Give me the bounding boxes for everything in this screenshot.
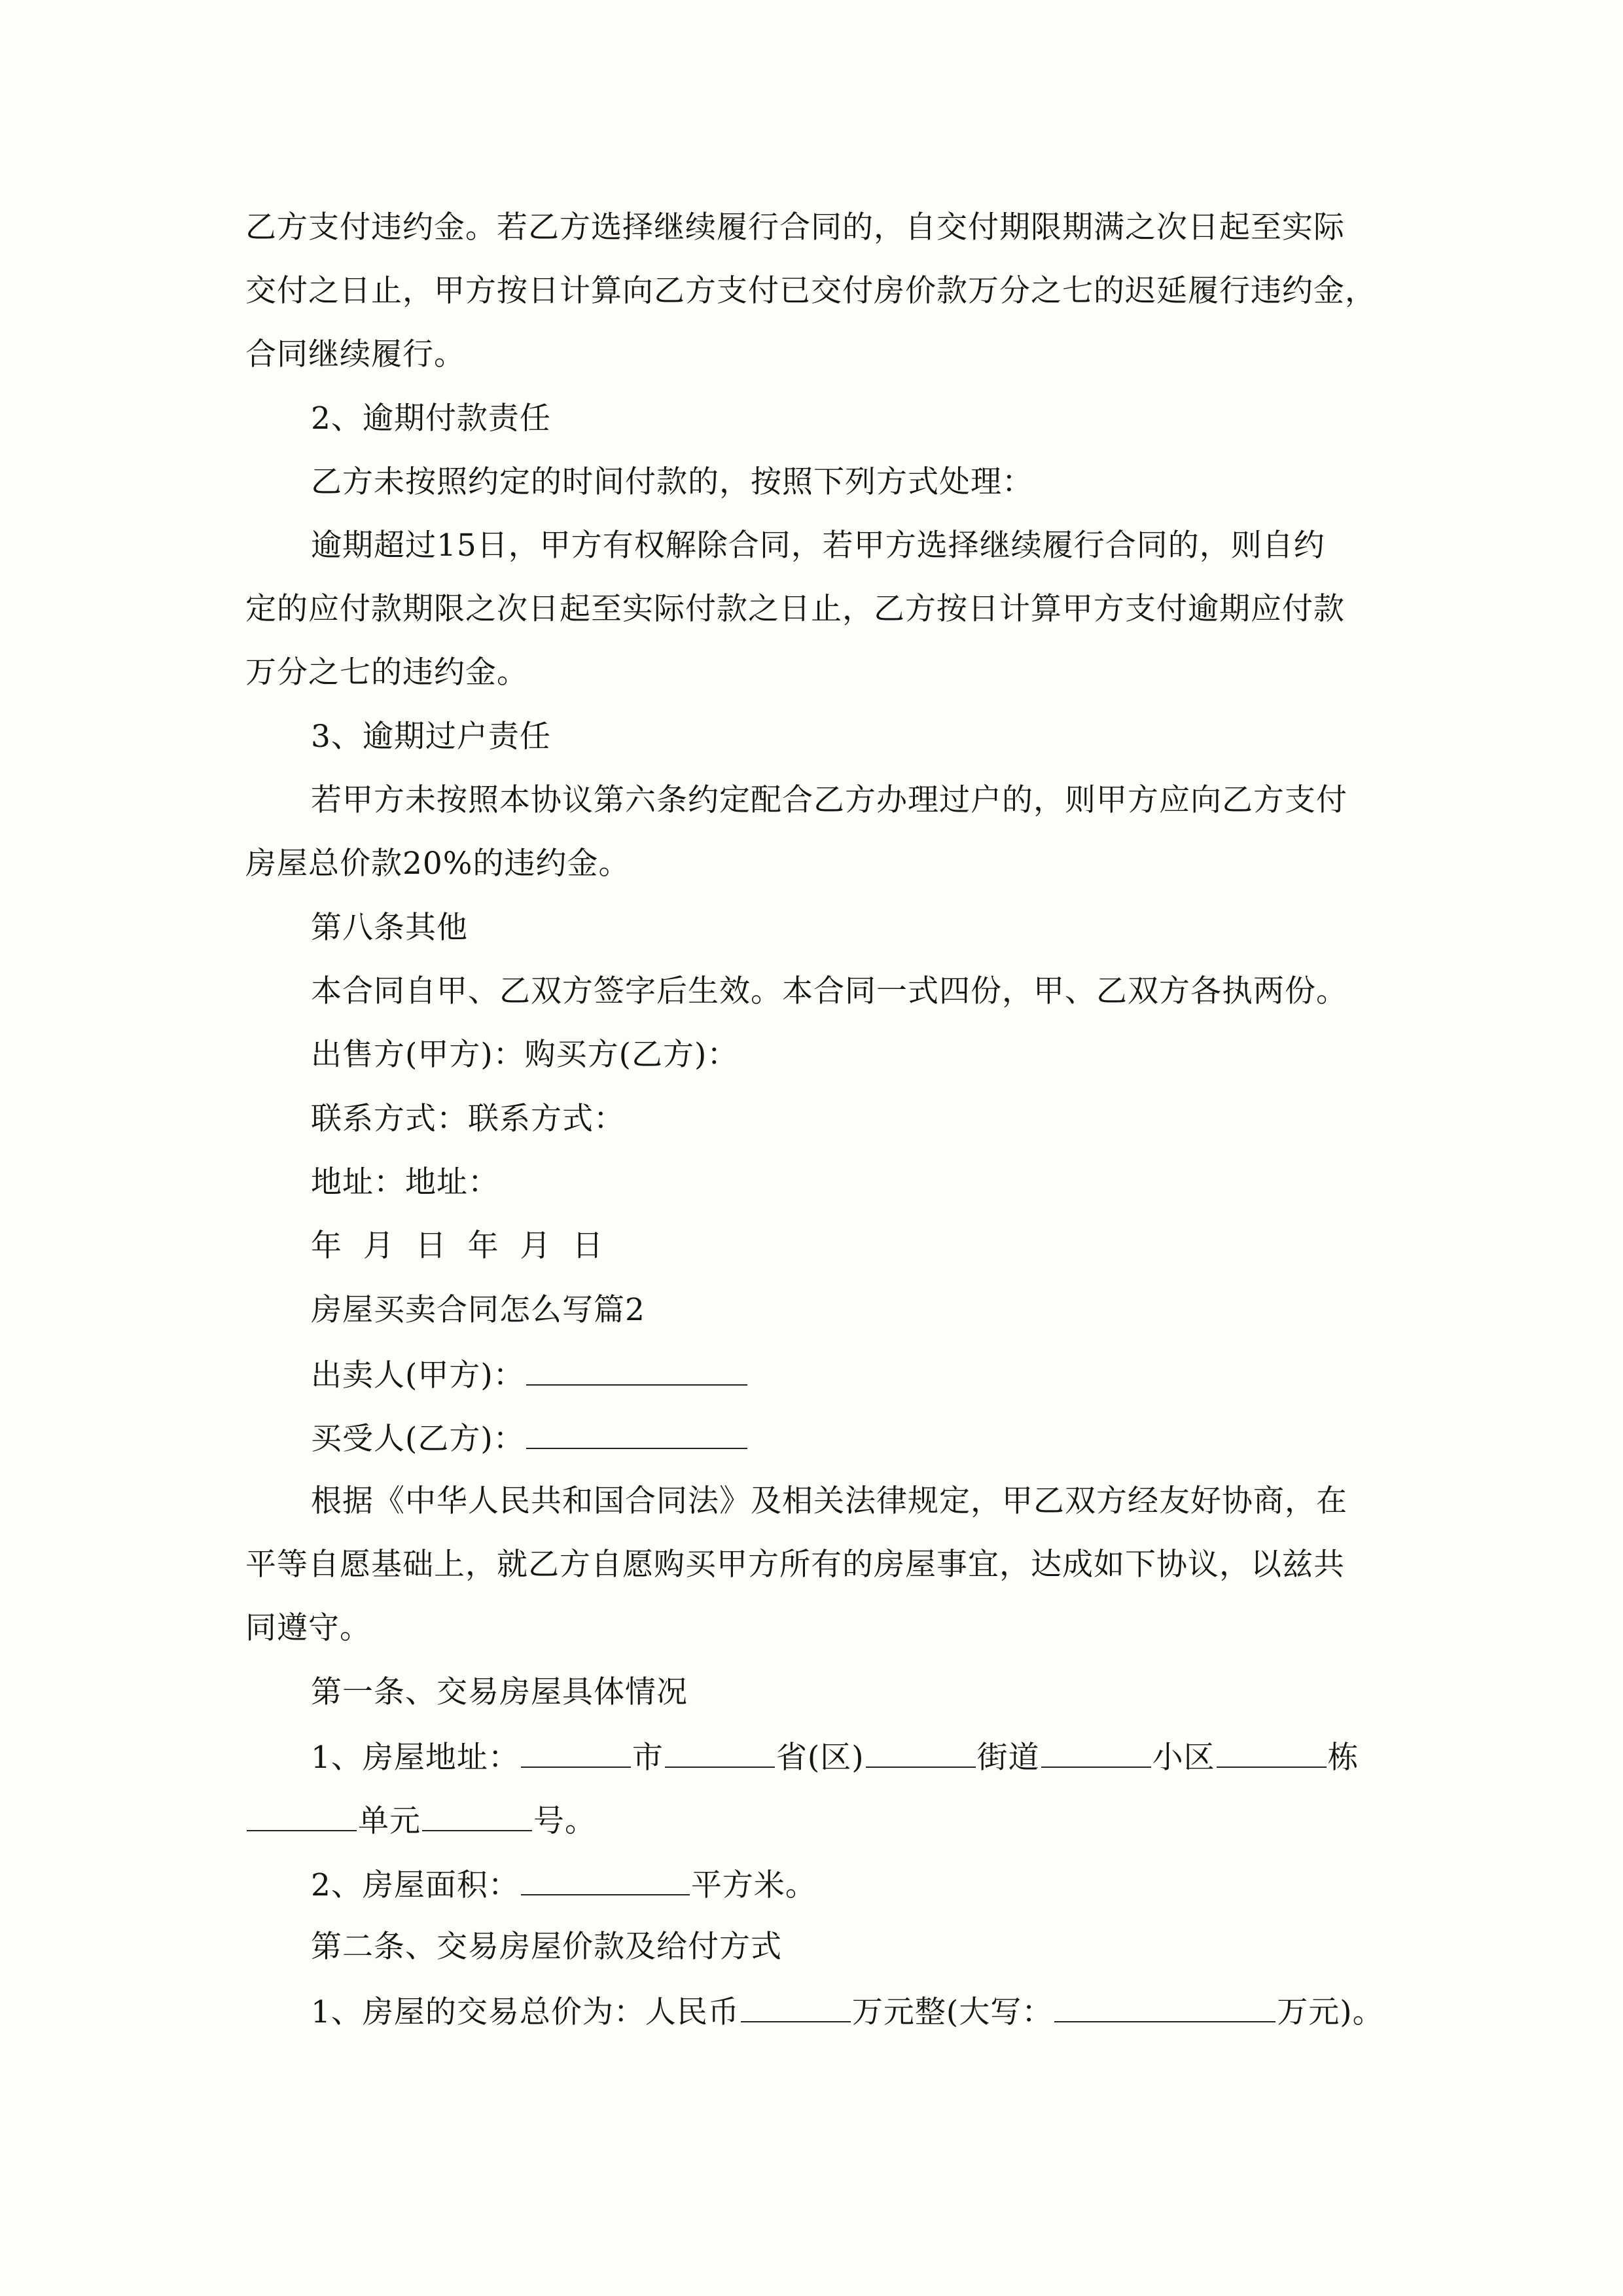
address-line-2 xyxy=(245,1800,1430,1839)
area-unit: 平方米。 xyxy=(690,1867,817,1903)
city-blank xyxy=(521,1736,631,1768)
article-heading: 第八条其他 xyxy=(311,910,468,946)
paragraph-line: 同遵守。 xyxy=(245,1610,371,1646)
seller-blank xyxy=(526,1354,747,1386)
street-label: 街道 xyxy=(976,1740,1040,1776)
section-heading: 2、逾期付款责任 xyxy=(311,401,551,437)
price-line xyxy=(311,1991,1495,2030)
paragraph-line: 合同继续履行。 xyxy=(245,336,465,372)
paragraph-line: 平等自愿基础上，就乙方自愿购买甲方所有的房屋事宜，达成如下协议，以兹共 xyxy=(245,1547,1345,1583)
paragraph-line: 乙方支付违约金。若乙方选择继续履行合同的，自交付期限期满之次日起至实际 xyxy=(245,209,1345,245)
price-blank xyxy=(741,1991,851,2022)
signature-contact: 联系方式：联系方式： xyxy=(311,1101,625,1137)
article-heading: 第二条、交易房屋价款及给付方式 xyxy=(311,1929,782,1965)
price-words-blank xyxy=(1054,1991,1275,2022)
area-line xyxy=(311,1864,1495,1903)
street-blank xyxy=(866,1736,976,1768)
paragraph-line: 逾期超过15日，甲方有权解除合同，若甲方选择继续履行合同的，则自约 xyxy=(311,528,1325,564)
signature-address: 地址：地址： xyxy=(311,1164,499,1200)
province-label: 省(区) xyxy=(776,1740,865,1776)
address-label: 1、房屋地址： xyxy=(311,1740,520,1776)
unit-label: 单元 xyxy=(358,1803,421,1839)
seller-line xyxy=(311,1354,1495,1393)
seller-label: 出卖人(甲方)： xyxy=(311,1357,525,1393)
price-label: 1、房屋的交易总价为：人民币 xyxy=(311,1994,740,2030)
area-label: 2、房屋面积： xyxy=(311,1867,520,1903)
buyer-blank xyxy=(526,1418,747,1449)
signature-parties: 出售方(甲方)：购买方(乙方)： xyxy=(311,1037,739,1073)
building-label: 栋 xyxy=(1327,1740,1359,1776)
paragraph-line: 乙方未按照约定的时间付款的，按照下列方式处理： xyxy=(311,464,1033,500)
paragraph-line: 交付之日止，甲方按日计算向乙方支付已交付房价款万分之七的迟延履行违约金， xyxy=(245,273,1376,309)
number-blank xyxy=(422,1800,532,1831)
paragraph-line: 根据《中华人民共和国合同法》及相关法律规定，甲乙双方经友好协商，在 xyxy=(311,1483,1347,1519)
paragraph-line: 万分之七的违约金。 xyxy=(245,655,528,691)
number-label: 号。 xyxy=(533,1803,596,1839)
contract-title: 房屋买卖合同怎么写篇2 xyxy=(311,1292,645,1328)
paragraph-line: 房屋总价款20%的违约金。 xyxy=(245,846,630,882)
building-blank xyxy=(1217,1736,1327,1768)
area-blank xyxy=(521,1864,690,1895)
unit-blank xyxy=(247,1800,357,1831)
price-mid: 万元整(大写： xyxy=(851,1994,1054,2030)
buyer-line xyxy=(311,1418,1495,1457)
paragraph-line: 本合同自甲、乙双方签字后生效。本合同一式四份，甲、乙双方各执两份。 xyxy=(311,973,1347,1009)
city-label: 市 xyxy=(632,1740,664,1776)
buyer-label: 买受人(乙方)： xyxy=(311,1421,525,1457)
province-blank xyxy=(665,1736,775,1768)
district-blank xyxy=(1041,1736,1151,1768)
paragraph-line: 定的应付款期限之次日起至实际付款之日止，乙方按日计算甲方支付逾期应付款 xyxy=(245,591,1345,627)
article-heading: 第一条、交易房屋具体情况 xyxy=(311,1674,688,1710)
paragraph-line: 若甲方未按照本协议第六条约定配合乙方办理过户的，则甲方应向乙方支付 xyxy=(311,782,1347,818)
section-heading: 3、逾期过户责任 xyxy=(311,719,551,755)
price-suffix: 万元)。 xyxy=(1277,1994,1384,2030)
district-label: 小区 xyxy=(1152,1740,1215,1776)
signature-date: 年 月 日 年 月 日 xyxy=(311,1228,604,1264)
address-line xyxy=(311,1736,1495,1776)
